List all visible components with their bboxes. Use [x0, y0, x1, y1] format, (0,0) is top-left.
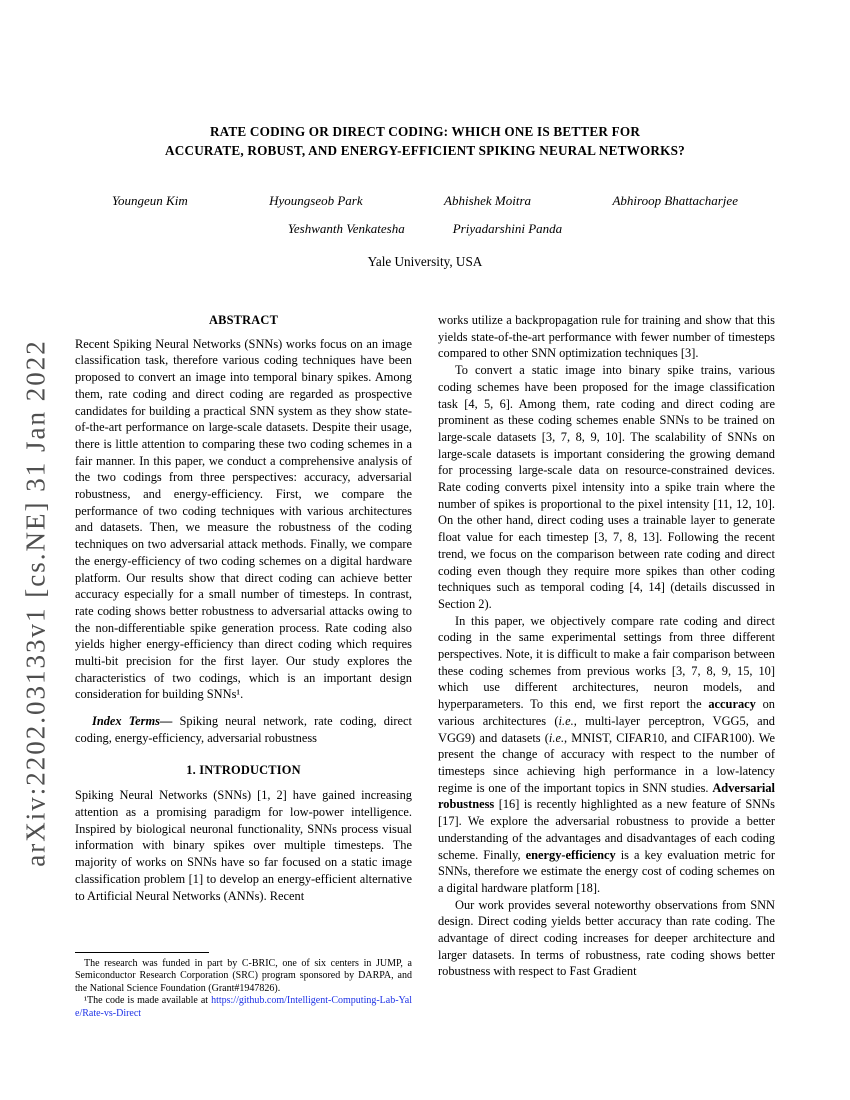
- paragraph-observations: Our work provides several noteworthy observations from SNN design. Direct coding yields better accuracy than rate coding. The advantage of direct coding increases for deeper architecture and larger datasets. In terms of robustness, rate coding shows better robustness with respect to Fast Gradient: [438, 897, 775, 979]
- code-repo-link[interactable]: https://github.com/Intelligent-Computing-Lab-Yale/Rate-vs-Direct: [75, 995, 412, 1019]
- right-column: [438, 312, 775, 980]
- paragraph-continuation: works utilize a backpropagation rule for training and show that this yields state-of-the-art performance with fewer number of timesteps compared to other SNN optimization techniques [3].: [438, 313, 775, 361]
- author-name: Yeshwanth Venkatesha: [287, 221, 405, 236]
- paper-title-line1: RATE CODING OR DIRECT CODING: WHICH ONE IS BETTER FOR: [209, 124, 641, 139]
- index-terms-text: Spiking neural network, rate coding, direct coding, energy-efficiency, adversarial robustness: [75, 714, 412, 745]
- paper-title-line2: ACCURATE, ROBUST, AND ENERGY-EFFICIENT SPIKING NEURAL NETWORKS?: [165, 143, 685, 158]
- text-segment: [16] is recently highlighted as a new feature of SNNs [17]. We explore the adversarial robustness to provide a better understanding of the advantages and disadvantages of each coding scheme. Finally,: [438, 797, 775, 862]
- introduction-paragraph: Spiking Neural Networks (SNNs) [1, 2] have gained increasing attention as a promising paradigm for low-power intelligence. Inspired by biological neuronal functionality, SNNs process visual information with binary spikes over multiple timesteps. The majority of works on SNNs have so far focused on a static image classification problem [1] to develop an energy-efficient alternative to Artificial Neural Networks (ANNs). Recent: [75, 788, 412, 903]
- author-name: Priyadarshini Panda: [452, 221, 563, 236]
- ie-italic: i.e.: [558, 713, 574, 728]
- ie-italic: i.e.: [548, 730, 565, 745]
- accuracy-bold-term: accuracy: [708, 697, 756, 712]
- footnote-block: [75, 952, 412, 1020]
- funding-footnote: The research was funded in part by C-BRIC, one of six centers in JUMP, a Semiconductor Research Corporation (SRC) program sponsored by DARPA, and the National Science Foundation (Grant#1947826).: [75, 958, 412, 994]
- text-segment: , multi-layer perceptron, VGG5, and VGG9) and datasets (: [438, 713, 775, 745]
- text-segment: on various architectures (: [438, 697, 775, 728]
- left-column: [75, 312, 412, 904]
- code-footnote: [75, 995, 412, 1020]
- index-terms: [75, 713, 412, 746]
- index-terms-label: Index Terms—: [92, 714, 180, 729]
- author-name: Youngeun Kim: [112, 193, 188, 208]
- text-segment: is a key evaluation metric for SNNs, therefore we estimate the energy cost of coding schemes on a digital hardware platform [18].: [438, 847, 775, 895]
- author-name: Abhiroop Bhattacharjee: [612, 193, 738, 208]
- text-segment: , MNIST, CIFAR10, and CIFAR100). We present the change of accuracy with respect to the number of timesteps since achieving high performance in a low-latency regime is one of the important topics in SNN studies.: [438, 730, 775, 795]
- abstract-text: Recent Spiking Neural Networks (SNNs) works focus on an image classification task, therefore various coding techniques have been proposed to convert an image into temporal binary spikes. Among them, rate coding and direct coding are regarded as prospective candidates for building a practical SNN system as they show state-of-the-art performance on large-scale datasets. Despite their usage, there is little attention to comparing these two coding schemes in a fair manner. In this paper, we conduct a comprehensive analysis of the two codings from three perspectives: accuracy, adversarial robustness, and energy-efficiency. First, we compare the performance of two coding techniques with various architectures and datasets. Then, we measure the robustness of the coding techniques on two adversarial attack methods. Finally, we compare the energy-efficiency of two coding schemes on a digital hardware platform. Our results show that direct coding can achieve better accuracy especially for a small number of timesteps. In contrast, rate coding shows better robustness to adversarial attacks owing to the non-differentiable spike generation process. Rate coding also yields higher energy-efficiency than direct coding which requires multi-bit precision for the first layer. Our study explores the characteristics of two codings, which is an important design consideration for building SNNs¹.: [75, 336, 412, 702]
- adversarial-robustness-bold-term: Adversarial robustness: [438, 780, 775, 812]
- author-name: Hyoungseob Park: [269, 193, 363, 208]
- authors-row-1: [112, 193, 738, 209]
- abstract-heading: ABSTRACT: [208, 313, 279, 327]
- energy-efficiency-bold-term: energy-efficiency: [525, 847, 616, 862]
- code-footnote-text: ¹The code is made available at: [84, 995, 212, 1007]
- authors-row-2: [0, 221, 850, 237]
- paragraph-comparison: [438, 613, 775, 897]
- introduction-heading: 1. INTRODUCTION: [186, 762, 301, 777]
- footnote-rule: [75, 952, 209, 953]
- arxiv-stamp-label: arXiv:2202.03133v1 [cs.NE] 31 Jan 2022: [20, 339, 51, 867]
- text-segment: In this paper, we objectively compare rate coding and direct coding in the same experimental settings from three different perspectives. Note, it is difficult to make a fair comparison between these coding schemes from previous works [3, 7, 8, 9, 15, 10] which use different architectures, neuron models, and hyperparameters. To this end, we first report the: [438, 613, 775, 712]
- affiliation: Yale University, USA: [367, 254, 483, 269]
- author-name: Abhishek Moitra: [444, 193, 532, 208]
- paragraph-coding-schemes: To convert a static image into binary spike trains, various coding schemes have been proposed for the image classification task [4, 5, 6]. Among them, rate coding and direct coding are prominent as these coding schemes enable SNNs to be trained on large-scale datasets [3, 7, 8, 9, 10]. The scalability of SNNs on large-scale datasets is important considering the growing demand for processing large-scale data on resource-constrained devices. Rate coding converts pixel intensity into a spike train where the number of spikes is proportional to the pixel intensity [11, 12, 10]. On the other hand, direct coding uses a trainable layer to generate float value for each timestep [3, 7, 8, 13]. Following the recent trend, we focus on the comparison between rate coding and direct coding even though they require more spikes than other coding techniques such as temporal coding [4, 14] (details discussed in Section 2).: [438, 363, 775, 611]
- paper-title: [75, 122, 775, 160]
